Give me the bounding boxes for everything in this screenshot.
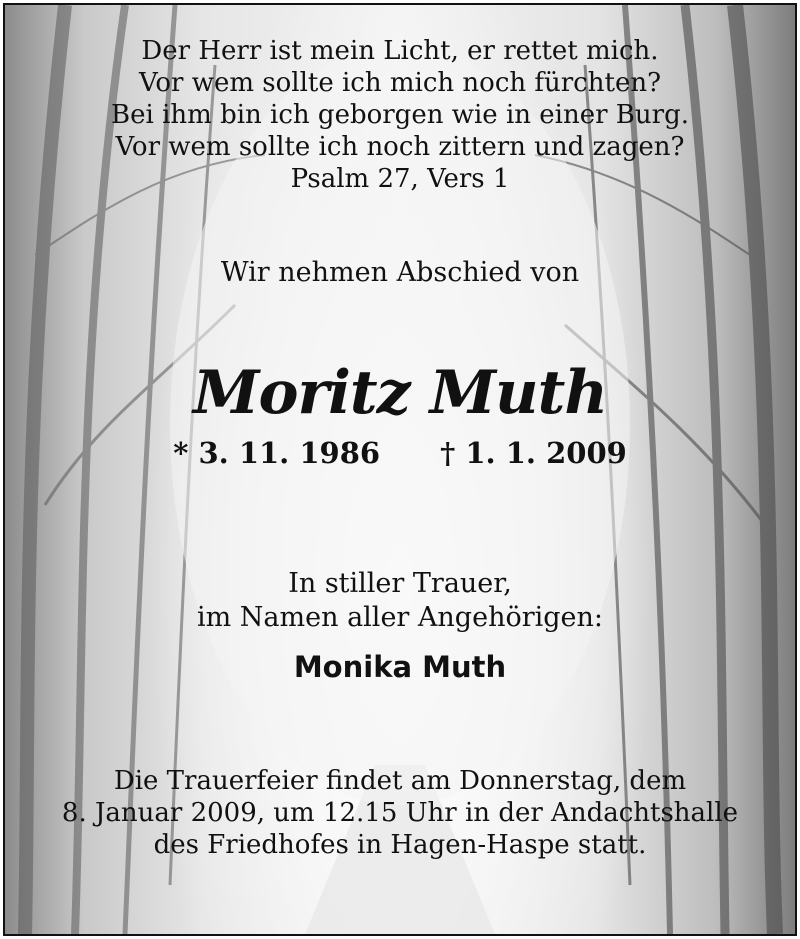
death-date: † 1. 1. 2009 [440, 436, 627, 470]
funeral-service-info [5, 765, 795, 861]
service-line: des Friedhofes in Hagen-Haspe statt. [153, 830, 647, 860]
service-line: 8. Januar 2009, um 12.15 Uhr in der Andachtshalle [61, 798, 739, 828]
verse-line: Bei ihm bin ich geborgen wie in einer Burg. [111, 100, 689, 130]
obituary-notice [3, 3, 797, 936]
verse-reference: Psalm 27, Vers 1 [290, 164, 510, 194]
birth-date: * 3. 11. 1986 [173, 436, 381, 470]
deceased-name: Moritz Muth [193, 358, 607, 428]
verse-line: Vor wem sollte ich noch zittern und zagen? [115, 132, 685, 162]
mourning-text [5, 567, 795, 635]
verse-line: Vor wem sollte ich mich noch fürchten? [138, 68, 662, 98]
farewell-intro: Wir nehmen Abschied von [220, 257, 580, 288]
mourning-line: In stiller Trauer, [288, 568, 512, 599]
mourning-line: im Namen aller Angehörigen: [196, 602, 603, 633]
service-line: Die Trauerfeier findet am Donnerstag, dem [113, 766, 687, 796]
psalm-verse [5, 35, 795, 195]
verse-line: Der Herr ist mein Licht, er rettet mich. [141, 36, 659, 66]
life-dates [5, 435, 795, 471]
signer-name: Monika Muth [293, 650, 507, 684]
